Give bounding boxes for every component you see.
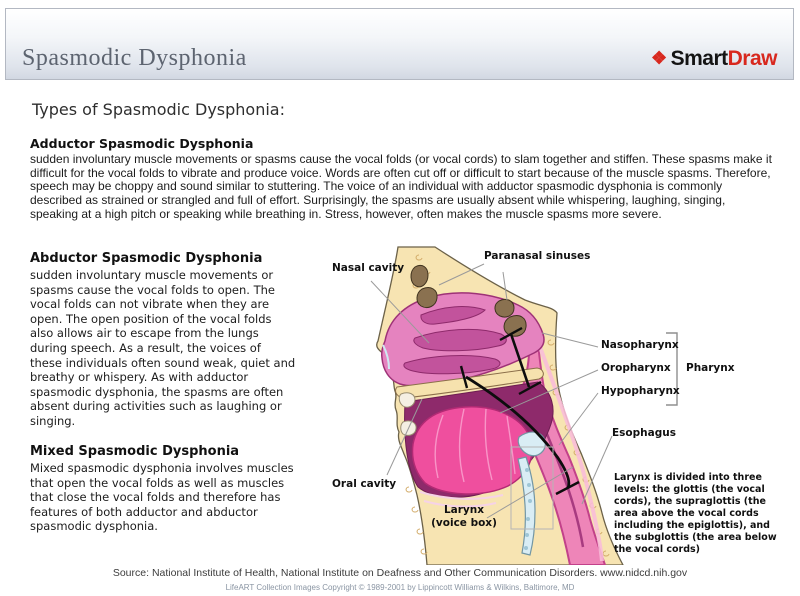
label-nasopharynx: Nasopharynx [601,339,679,351]
label-larynx-line2: (voice box) [431,517,497,529]
logo-text-draw: Draw [727,47,777,70]
section-mixed [30,444,296,534]
section-mixed-body: Mixed spasmodic dysphonia involves muscles that open the vocal folds as well as muscles that close the vocal folds and therefore has features of both adductor and abductor spasmodic dysphonia. [30,461,294,534]
section-adductor-body: sudden involuntary muscle movements or spasms cause the vocal folds (or vocal cords) to slam together and stiffen. These spasms make it difficult for the vocal folds to vibrate and produce voice. Words are often cut off or difficult to start because of the muscle spasms. Therefore, speech may be choppy and sound similar to stuttering. The voice of an individual with adductor spasmodic dysphonia is commonly described as strained or strangled and full of effort. Surprisingly, the spasms are usually absent while whispering, laughing, singing, speaking at a high pitch or speaking while breathing in. Stress, however, often makes the muscle spasms more severe. [30,152,772,221]
section-adductor-heading: Adductor Spasmodic Dysphonia [30,136,254,151]
logo-text-smart: Smart [670,47,728,70]
larynx-note: Larynx is divided into three levels: the glottis (the vocal cords), the supraglottis (the area above the vocal cords including the epiglottis), and the subglottis (the area below the vocal cords) [614,472,777,555]
head-anatomy-diagram [325,245,800,565]
header-bar [5,8,794,80]
label-hypopharynx: Hypopharynx [601,385,680,397]
page-heading: Types of Spasmodic Dysphonia: [32,100,285,119]
label-esophagus: Esophagus [612,427,676,439]
document-title: Spasmodic Dysphonia [22,45,247,71]
label-oral-cavity: Oral cavity [332,478,397,490]
label-oropharynx: Oropharynx [601,362,671,374]
section-mixed-heading: Mixed Spasmodic Dysphonia [30,444,240,459]
label-nasal-cavity: Nasal cavity [332,262,405,274]
section-abductor-heading: Abductor Spasmodic Dysphonia [30,251,263,266]
label-paranasal-sinuses: Paranasal sinuses [484,250,591,262]
footer-copyright-line: LifeART Collection Images Copyright © 1989-2001 by Lippincott Williams & Wilkins, Baltimore, MD [225,583,575,592]
section-abductor [30,251,296,429]
tongue [413,407,532,494]
section-adductor [30,136,772,222]
footer-source-line: Source: National Institute of Health, National Institute on Deafness and Other Communication Disorders. www.nidcd.nih.gov [112,567,688,579]
diamonds-icon: ❖ [650,48,667,68]
label-larynx-line1: Larynx [443,504,485,516]
smartdraw-logo [651,47,777,71]
label-larynx [418,504,510,530]
label-pharynx: Pharynx [686,362,735,374]
section-abductor-body: sudden involuntary muscle movements or spasms cause the vocal folds to open. The vocal folds can not vibrate when they are open. The open position of the vocal folds also allows air to escape from the lungs during speech. As a result, the voices of these individuals often sound weak, quiet and breathy or whispery. As with adductor spasmodic dysphonia, the spasms are often absent during activities such as laughing or singing. [30,268,296,428]
